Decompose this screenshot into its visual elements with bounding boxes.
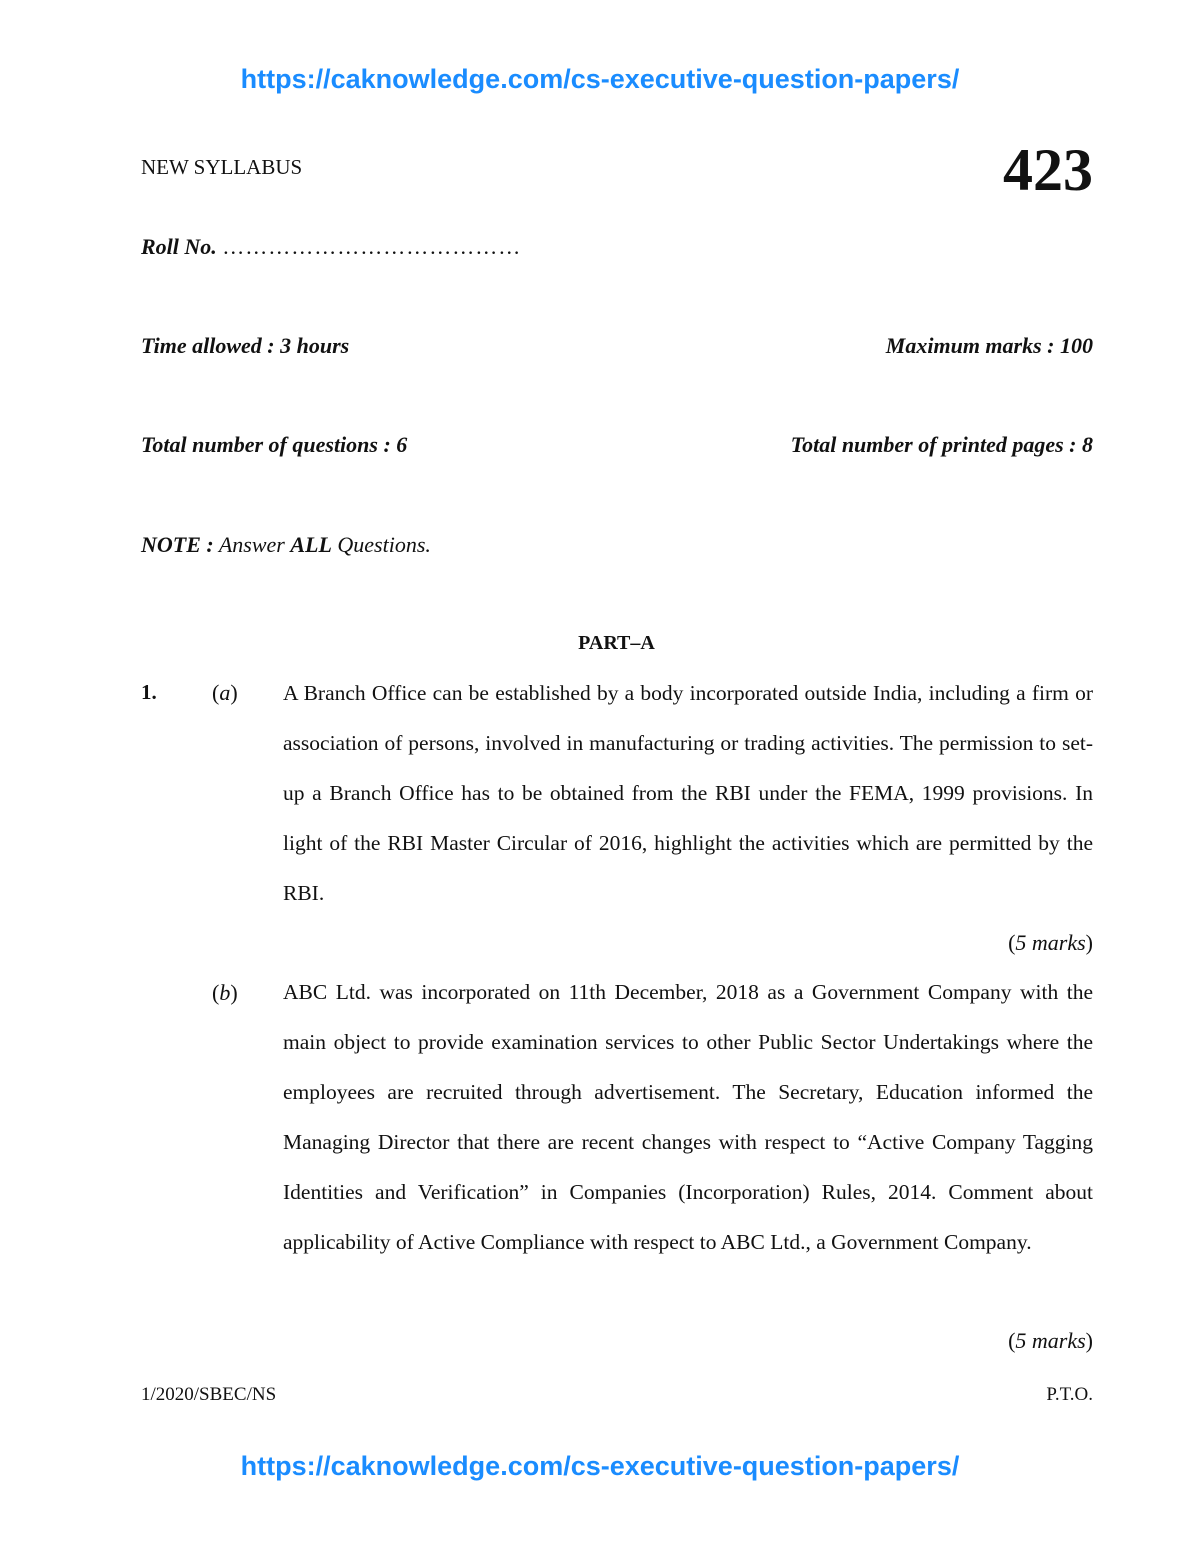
footer-pto: P.T.O. [1046, 1384, 1093, 1405]
subquestion-b-text: ABC Ltd. was incorporated on 11th December, 2018 as a Government Company with the main object to provide examination services to other Public Sector Undertakings where the employees are recruited through advertisement. The Secretary, Education informed the Managing Director that there are recent changes with respect to “Active Company Tagging Identities and Verification” in Companies (Incorporation) Rules, 2014. Comment about applicability of Active Compliance with respect to ABC Ltd., a Government Company. [283, 980, 1093, 1254]
subquestion-b-marks-value: 5 marks [1015, 1328, 1086, 1353]
question-number: 1. [141, 680, 157, 704]
maximum-marks: Maximum marks : 100 [885, 333, 1093, 358]
subquestion-a-label: (a) [212, 680, 238, 705]
subquestion-b-label: (b) [212, 980, 238, 1005]
roll-number-field [141, 234, 521, 260]
subquestion-b-marks: (5 marks) [1008, 1328, 1093, 1353]
instructions-note [141, 532, 431, 558]
subquestion-b-letter: b [219, 980, 231, 1005]
note-label: NOTE : [141, 532, 214, 557]
note-text-bold: ALL [290, 532, 332, 557]
subquestion-a-marks: (5 marks) [1008, 930, 1093, 955]
roll-number-label: Roll No. [141, 234, 217, 259]
subquestion-a-letter: a [219, 680, 231, 705]
total-questions: Total number of questions : 6 [141, 432, 408, 457]
roll-number-blank: ………………………………… [222, 234, 522, 259]
syllabus-label: NEW SYLLABUS [141, 155, 303, 179]
note-text-1: Answer [218, 532, 285, 557]
footer-link[interactable]: https://caknowledge.com/cs-executive-question-papers/ [240, 1451, 960, 1481]
part-title: PART–A [578, 632, 655, 654]
subquestion-a-marks-value: 5 marks [1015, 930, 1086, 955]
note-text-2: Questions. [337, 532, 431, 557]
subquestion-a-text: A Branch Office can be established by a body incorporated outside India, including a firm or association of persons, involved in manufacturing or trading activities. The permission to set-up a Branch Office has to be obtained from the RBI under the FEMA, 1999 provisions. In light of the RBI Master Circular of 2016, highlight the activities which are permitted by the RBI. [283, 681, 1093, 905]
time-allowed: Time allowed : 3 hours [141, 333, 350, 358]
total-pages: Total number of printed pages : 8 [790, 432, 1093, 457]
header-link[interactable]: https://caknowledge.com/cs-executive-question-papers/ [240, 64, 960, 94]
footer-code: 1/2020/SBEC/NS [141, 1384, 277, 1405]
paper-code: 423 [1003, 137, 1093, 203]
